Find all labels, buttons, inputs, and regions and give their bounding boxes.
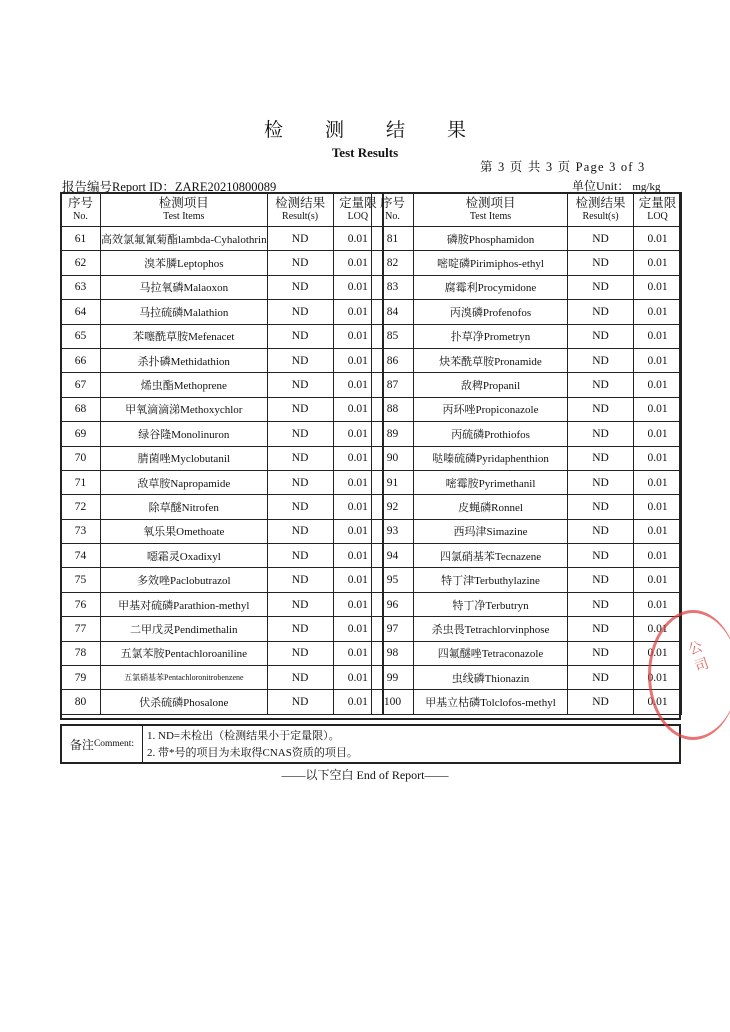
row-loq: 0.01 bbox=[333, 397, 383, 421]
row-number: 85 bbox=[372, 324, 414, 348]
row-test-item: 丙环唑Propiconazole bbox=[414, 397, 568, 421]
table-row bbox=[372, 422, 682, 446]
row-loq: 0.01 bbox=[333, 617, 383, 641]
row-number: 94 bbox=[372, 544, 414, 568]
report-id: 报告编号Report ID：ZARE20210800089 bbox=[62, 180, 277, 194]
row-test-item: 皮蝇磷Ronnel bbox=[414, 495, 568, 519]
row-loq: 0.01 bbox=[634, 324, 682, 348]
row-number: 93 bbox=[372, 519, 414, 543]
row-result: ND bbox=[568, 227, 634, 251]
row-loq: 0.01 bbox=[333, 373, 383, 397]
col-header-result: 检测结果 Result(s) bbox=[568, 193, 634, 227]
row-test-item: 敌稗Propanil bbox=[414, 373, 568, 397]
row-number: 75 bbox=[61, 568, 101, 592]
row-result: ND bbox=[267, 641, 333, 665]
row-result: ND bbox=[568, 641, 634, 665]
row-loq: 0.01 bbox=[333, 495, 383, 519]
row-number: 86 bbox=[372, 348, 414, 372]
table-row bbox=[61, 690, 384, 714]
row-number: 72 bbox=[61, 495, 101, 519]
row-result: ND bbox=[267, 300, 333, 324]
row-loq: 0.01 bbox=[333, 519, 383, 543]
comment-label: 备注 Comment: bbox=[62, 726, 143, 762]
table-header-row bbox=[372, 193, 682, 227]
row-number: 84 bbox=[372, 300, 414, 324]
row-loq: 0.01 bbox=[634, 422, 682, 446]
table-row bbox=[61, 568, 384, 592]
col-header-item: 检测项目 Test Items bbox=[101, 193, 268, 227]
unit-label: 单位Unit： bbox=[572, 179, 630, 193]
table-row bbox=[372, 666, 682, 690]
table-row bbox=[61, 422, 384, 446]
row-result: ND bbox=[568, 373, 634, 397]
row-loq: 0.01 bbox=[333, 446, 383, 470]
row-test-item: 丙溴磷Profenofos bbox=[414, 300, 568, 324]
row-test-item: 扑草净Prometryn bbox=[414, 324, 568, 348]
row-loq: 0.01 bbox=[634, 568, 682, 592]
row-number: 74 bbox=[61, 544, 101, 568]
table-row bbox=[61, 544, 384, 568]
row-loq: 0.01 bbox=[634, 641, 682, 665]
row-loq: 0.01 bbox=[333, 275, 383, 299]
table-row bbox=[61, 397, 384, 421]
row-number: 79 bbox=[61, 666, 101, 690]
table-row bbox=[372, 373, 682, 397]
table-row bbox=[61, 666, 384, 690]
row-result: ND bbox=[568, 592, 634, 616]
row-result: ND bbox=[267, 348, 333, 372]
row-test-item: 敌草胺Napropamide bbox=[101, 470, 268, 494]
comment-box bbox=[60, 724, 681, 764]
row-test-item: 马拉氧磷Malaoxon bbox=[101, 275, 268, 299]
row-result: ND bbox=[267, 690, 333, 714]
row-test-item: 杀扑磷Methidathion bbox=[101, 348, 268, 372]
table-row bbox=[61, 348, 384, 372]
table-row bbox=[61, 470, 384, 494]
row-loq: 0.01 bbox=[333, 324, 383, 348]
row-result: ND bbox=[568, 544, 634, 568]
table-header-row bbox=[61, 193, 384, 227]
row-test-item: 绿谷隆Monolinuron bbox=[101, 422, 268, 446]
row-result: ND bbox=[568, 495, 634, 519]
row-test-item: 杀虫畏Tetrachlorvinphose bbox=[414, 617, 568, 641]
row-number: 73 bbox=[61, 519, 101, 543]
row-test-item: 甲基对硫磷Parathion-methyl bbox=[101, 592, 268, 616]
row-test-item: 磷胺Phosphamidon bbox=[414, 227, 568, 251]
row-number: 71 bbox=[61, 470, 101, 494]
row-result: ND bbox=[568, 446, 634, 470]
row-result: ND bbox=[568, 617, 634, 641]
row-loq: 0.01 bbox=[634, 470, 682, 494]
table-row bbox=[61, 275, 384, 299]
row-test-item: 苯噻酰草胺Mefenacet bbox=[101, 324, 268, 348]
row-result: ND bbox=[267, 422, 333, 446]
table-row bbox=[372, 324, 682, 348]
row-test-item: 五氯硝基苯Pentachloronitrobenzene bbox=[101, 666, 268, 690]
report-title: 检 测 结 果 bbox=[263, 119, 485, 141]
row-result: ND bbox=[568, 324, 634, 348]
row-loq: 0.01 bbox=[634, 495, 682, 519]
row-number: 92 bbox=[372, 495, 414, 519]
table-row bbox=[61, 324, 384, 348]
row-number: 65 bbox=[61, 324, 101, 348]
row-number: 89 bbox=[372, 422, 414, 446]
row-result: ND bbox=[568, 470, 634, 494]
row-test-item: 四氯硝基苯Tecnazene bbox=[414, 544, 568, 568]
row-result: ND bbox=[568, 519, 634, 543]
row-test-item: 二甲戊灵Pendimethalin bbox=[101, 617, 268, 641]
row-loq: 0.01 bbox=[634, 690, 682, 714]
row-number: 80 bbox=[61, 690, 101, 714]
row-loq: 0.01 bbox=[333, 227, 383, 251]
col-header-no: 序号 No. bbox=[61, 193, 101, 227]
table-row bbox=[61, 617, 384, 641]
row-number: 78 bbox=[61, 641, 101, 665]
table-row bbox=[372, 495, 682, 519]
row-loq: 0.01 bbox=[634, 373, 682, 397]
results-table-right bbox=[371, 192, 682, 715]
table-row bbox=[61, 641, 384, 665]
comment-line-1: 1. ND=未检出（检测结果小于定量限）。 bbox=[147, 730, 340, 742]
row-loq: 0.01 bbox=[634, 666, 682, 690]
row-number: 68 bbox=[61, 397, 101, 421]
row-test-item: 马拉硫磷Malathion bbox=[101, 300, 268, 324]
table-row bbox=[61, 251, 384, 275]
row-result: ND bbox=[267, 251, 333, 275]
row-result: ND bbox=[267, 470, 333, 494]
row-number: 81 bbox=[372, 227, 414, 251]
row-loq: 0.01 bbox=[634, 592, 682, 616]
table-row bbox=[372, 519, 682, 543]
comment-line-2: 2. 带*号的项目为未取得CNAS资质的项目。 bbox=[147, 747, 358, 759]
row-loq: 0.01 bbox=[634, 544, 682, 568]
table-row bbox=[372, 568, 682, 592]
row-test-item: 噁霜灵Oxadixyl bbox=[101, 544, 268, 568]
row-test-item: 烯虫酯Methoprene bbox=[101, 373, 268, 397]
col-header-no: 序号 No. bbox=[372, 193, 414, 227]
row-number: 83 bbox=[372, 275, 414, 299]
table-row bbox=[61, 519, 384, 543]
page-info: 第 3 页 共 3 页 Page 3 of 3 bbox=[480, 160, 646, 174]
row-test-item: 伏杀硫磷Phosalone bbox=[101, 690, 268, 714]
row-loq: 0.01 bbox=[634, 300, 682, 324]
row-number: 100 bbox=[372, 690, 414, 714]
row-result: ND bbox=[568, 251, 634, 275]
row-loq: 0.01 bbox=[333, 470, 383, 494]
row-number: 99 bbox=[372, 666, 414, 690]
table-row bbox=[372, 592, 682, 616]
table-row bbox=[372, 617, 682, 641]
col-header-item: 检测项目 Test Items bbox=[414, 193, 568, 227]
row-result: ND bbox=[267, 519, 333, 543]
row-number: 91 bbox=[372, 470, 414, 494]
row-loq: 0.01 bbox=[634, 348, 682, 372]
row-loq: 0.01 bbox=[634, 397, 682, 421]
row-loq: 0.01 bbox=[634, 227, 682, 251]
row-result: ND bbox=[267, 592, 333, 616]
row-number: 97 bbox=[372, 617, 414, 641]
row-result: ND bbox=[568, 568, 634, 592]
row-test-item: 特丁净Terbutryn bbox=[414, 592, 568, 616]
stamp-text: 公司 bbox=[684, 638, 712, 678]
table-row bbox=[372, 251, 682, 275]
row-test-item: 西玛津Simazine bbox=[414, 519, 568, 543]
row-test-item: 甲氧滴滴涕Methoxychlor bbox=[101, 397, 268, 421]
row-test-item: 特丁津Terbuthylazine bbox=[414, 568, 568, 592]
row-result: ND bbox=[267, 666, 333, 690]
table-row bbox=[61, 446, 384, 470]
row-loq: 0.01 bbox=[333, 666, 383, 690]
row-test-item: 腈菌唑Myclobutanil bbox=[101, 446, 268, 470]
row-loq: 0.01 bbox=[634, 275, 682, 299]
table-row bbox=[372, 348, 682, 372]
table-row bbox=[61, 495, 384, 519]
row-test-item: 高效氯氟氰菊酯lambda-Cyhalothrin bbox=[101, 227, 268, 251]
row-test-item: 溴苯膦Leptophos bbox=[101, 251, 268, 275]
row-loq: 0.01 bbox=[634, 617, 682, 641]
table-row bbox=[372, 470, 682, 494]
row-result: ND bbox=[568, 397, 634, 421]
table-row bbox=[372, 446, 682, 470]
row-test-item: 除草醚Nitrofen bbox=[101, 495, 268, 519]
row-result: ND bbox=[267, 397, 333, 421]
table-row bbox=[372, 275, 682, 299]
col-header-loq: 定量限 LOQ bbox=[634, 193, 682, 227]
row-loq: 0.01 bbox=[333, 300, 383, 324]
table-row bbox=[61, 300, 384, 324]
row-number: 63 bbox=[61, 275, 101, 299]
row-number: 77 bbox=[61, 617, 101, 641]
row-result: ND bbox=[568, 300, 634, 324]
unit-value: mg/kg bbox=[632, 181, 661, 193]
row-number: 82 bbox=[372, 251, 414, 275]
row-test-item: 四氟醚唑Tetraconazole bbox=[414, 641, 568, 665]
row-test-item: 五氯苯胺Pentachloroaniline bbox=[101, 641, 268, 665]
row-number: 67 bbox=[61, 373, 101, 397]
row-test-item: 腐霉利Procymidone bbox=[414, 275, 568, 299]
row-number: 76 bbox=[61, 592, 101, 616]
table-row bbox=[372, 690, 682, 714]
comment-body bbox=[143, 726, 362, 762]
row-result: ND bbox=[267, 324, 333, 348]
row-loq: 0.01 bbox=[333, 251, 383, 275]
table-row bbox=[372, 300, 682, 324]
row-result: ND bbox=[267, 568, 333, 592]
row-test-item: 丙硫磷Prothiofos bbox=[414, 422, 568, 446]
row-result: ND bbox=[267, 446, 333, 470]
row-loq: 0.01 bbox=[333, 422, 383, 446]
results-table-left bbox=[60, 192, 384, 715]
row-number: 95 bbox=[372, 568, 414, 592]
row-test-item: 嘧霉胺Pyrimethanil bbox=[414, 470, 568, 494]
row-loq: 0.01 bbox=[333, 641, 383, 665]
row-loq: 0.01 bbox=[634, 446, 682, 470]
row-loq: 0.01 bbox=[333, 544, 383, 568]
row-result: ND bbox=[267, 495, 333, 519]
row-number: 66 bbox=[61, 348, 101, 372]
row-test-item: 多效唑Paclobutrazol bbox=[101, 568, 268, 592]
row-loq: 0.01 bbox=[634, 251, 682, 275]
row-loq: 0.01 bbox=[634, 519, 682, 543]
row-result: ND bbox=[568, 690, 634, 714]
table-row bbox=[372, 397, 682, 421]
row-result: ND bbox=[267, 373, 333, 397]
row-test-item: 虫线磷Thionazin bbox=[414, 666, 568, 690]
report-subtitle: Test Results bbox=[331, 145, 399, 160]
row-loq: 0.01 bbox=[333, 690, 383, 714]
col-header-result: 检测结果 Result(s) bbox=[267, 193, 333, 227]
row-number: 64 bbox=[61, 300, 101, 324]
row-number: 96 bbox=[372, 592, 414, 616]
row-number: 62 bbox=[61, 251, 101, 275]
row-test-item: 甲基立枯磷Tolclofos-methyl bbox=[414, 690, 568, 714]
row-test-item: 哒嗪硫磷Pyridaphenthion bbox=[414, 446, 568, 470]
table-row bbox=[372, 544, 682, 568]
table-row bbox=[61, 592, 384, 616]
row-result: ND bbox=[568, 666, 634, 690]
row-loq: 0.01 bbox=[333, 348, 383, 372]
row-result: ND bbox=[267, 227, 333, 251]
row-number: 90 bbox=[372, 446, 414, 470]
col-header-loq: 定量限 LOQ bbox=[333, 193, 383, 227]
row-result: ND bbox=[568, 348, 634, 372]
end-of-report: ——以下空白 End of Report—— bbox=[281, 768, 449, 782]
row-result: ND bbox=[267, 544, 333, 568]
row-result: ND bbox=[267, 275, 333, 299]
row-number: 61 bbox=[61, 227, 101, 251]
row-number: 70 bbox=[61, 446, 101, 470]
table-row bbox=[61, 227, 384, 251]
row-loq: 0.01 bbox=[333, 592, 383, 616]
row-number: 87 bbox=[372, 373, 414, 397]
row-result: ND bbox=[267, 617, 333, 641]
row-loq: 0.01 bbox=[333, 568, 383, 592]
row-number: 69 bbox=[61, 422, 101, 446]
row-number: 88 bbox=[372, 397, 414, 421]
row-result: ND bbox=[568, 422, 634, 446]
row-test-item: 氧乐果Omethoate bbox=[101, 519, 268, 543]
table-row bbox=[372, 227, 682, 251]
row-result: ND bbox=[568, 275, 634, 299]
row-test-item: 炔苯酰草胺Pronamide bbox=[414, 348, 568, 372]
row-test-item: 嘧啶磷Pirimiphos-ethyl bbox=[414, 251, 568, 275]
row-number: 98 bbox=[372, 641, 414, 665]
table-row bbox=[61, 373, 384, 397]
table-row bbox=[372, 641, 682, 665]
